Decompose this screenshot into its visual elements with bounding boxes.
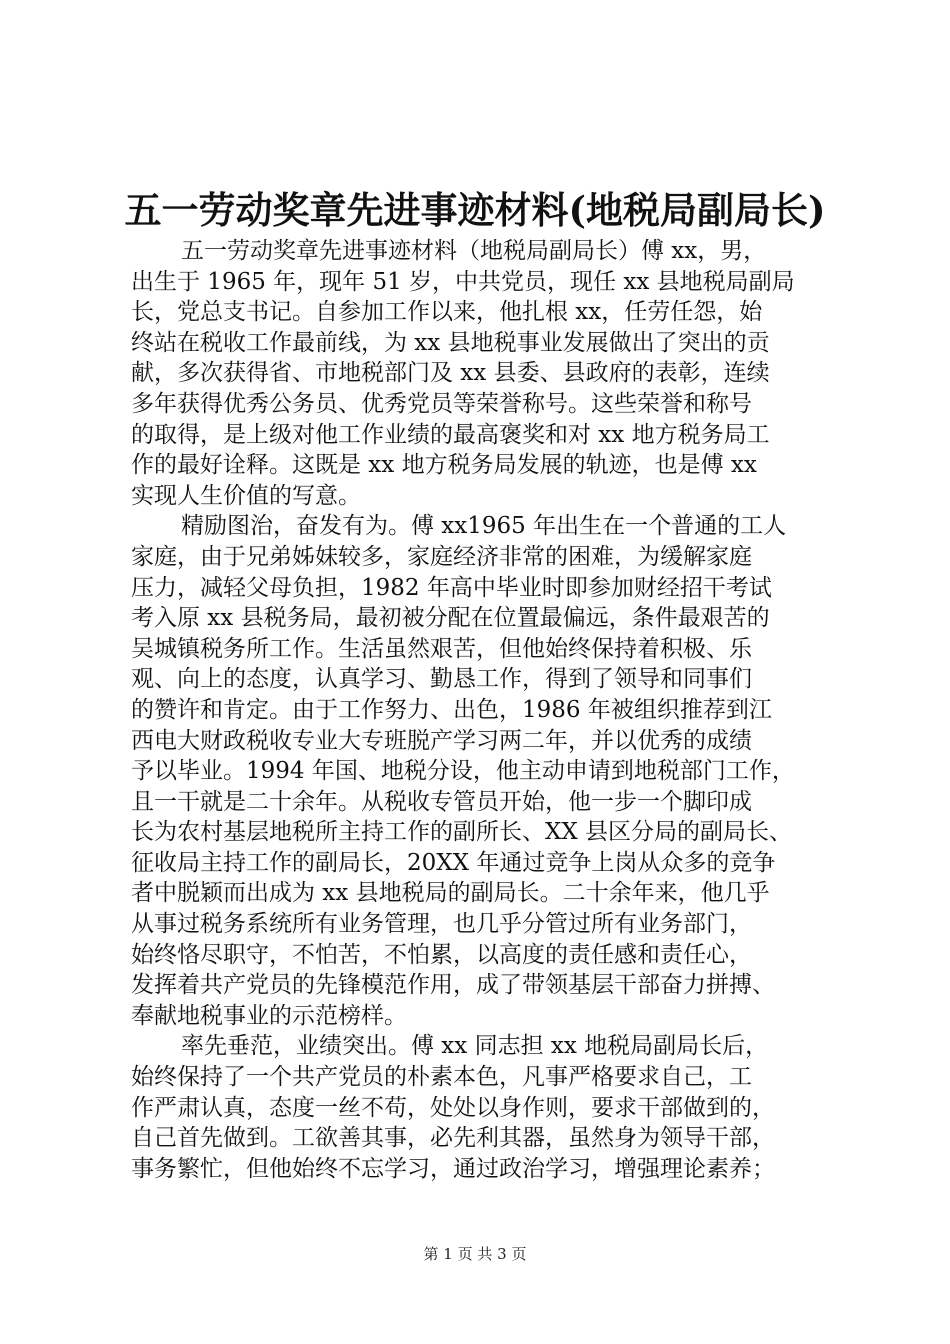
- text-line: 的取得，是上级对他工作业绩的最高褒奖和对 xx 地方税务局工: [131, 421, 770, 448]
- text-line: 的赞许和肯定。由于工作努力、出色，1986 年被组织推荐到江: [131, 696, 772, 723]
- text-line: 自己首先做到。工欲善其事，必先利其器，虽然身为领导干部，: [131, 1125, 775, 1152]
- text-line: 奉献地税事业的示范榜样。: [131, 1002, 407, 1029]
- text-line: 作严肃认真，态度一丝不苟，处处以身作则，要求干部做到的，: [131, 1094, 775, 1121]
- text-line: 精励图治，奋发有为。傅 xx1965 年出生在一个普通的工人: [181, 513, 787, 540]
- text-line: 始终恪尽职守，不怕苦，不怕累，以高度的责任感和责任心，: [131, 941, 752, 968]
- text-line: 实现人生价值的写意。: [131, 482, 361, 509]
- text-line: 且一干就是二十余年。从税收专管员开始，他一步一个脚印成: [131, 788, 752, 815]
- text-line: 者中脱颖而出成为 xx 县地税局的副局长。二十余年来，他几乎: [131, 880, 770, 907]
- text-line: 吴城镇税务所工作。生活虽然艰苦，但他始终保持着积极、乐: [131, 635, 752, 662]
- text-line: 家庭，由于兄弟姊妹较多，家庭经济非常的困难，为缓解家庭: [131, 543, 752, 570]
- text-line: 作的最好诠释。这既是 xx 地方税务局发展的轨迹，也是傅 xx: [131, 452, 757, 479]
- text-line: 出生于 1965 年，现年 51 岁，中共党员，现任 xx 县地税局副局: [131, 268, 795, 295]
- text-line: 多年获得优秀公务员、优秀党员等荣誉称号。这些荣誉和称号: [131, 390, 752, 417]
- text-line: 终站在税收工作最前线，为 xx 县地税事业发展做出了突出的贡: [131, 329, 770, 356]
- text-line: 西电大财政税收专业大专班脱产学习两二年，并以优秀的成绩: [131, 727, 752, 754]
- text-line: 发挥着共产党员的先锋模范作用，成了带领基层干部奋力拼搏、: [131, 972, 775, 999]
- text-line: 五一劳动奖章先进事迹材料（地税局副局长）傅 xx，男，: [181, 238, 767, 264]
- text-line: 长为农村基层地税所主持工作的副所长、XX 县区分局的副局长、: [131, 819, 793, 846]
- text-line: 献，多次获得省、市地税部门及 xx 县委、县政府的表彰，连续: [131, 360, 770, 387]
- document-title: 五一劳动奖章先进事迹材料(地税局副局长): [124, 188, 826, 232]
- page-footer: 第 1 页 共 3 页: [423, 1245, 527, 1263]
- text-line: 始终保持了一个共产党员的朴素本色，凡事严格要求自己，工: [131, 1064, 752, 1091]
- text-line: 事务繁忙，但他始终不忘学习，通过政治学习，增强理论素养；: [131, 1155, 775, 1182]
- text-line: 长，党总支书记。自参加工作以来，他扎根 xx，任劳任怨，始: [131, 299, 763, 326]
- text-line: 考入原 xx 县税务局，最初被分配在位置最偏远，条件最艰苦的: [131, 605, 770, 632]
- document-body: [131, 236, 861, 1184]
- text-line: 征收局主持工作的副局长，20XX 年通过竞争上岗从众多的竞争: [131, 849, 776, 876]
- text-line: 观、向上的态度，认真学习、勤恳工作，得到了领导和同事们: [131, 666, 752, 693]
- text-line: 从事过税务系统所有业务管理，也几乎分管过所有业务部门，: [131, 911, 752, 938]
- text-line: 予以毕业。1994 年国、地税分设，他主动申请到地税部门工作，: [131, 758, 795, 785]
- text-line: 率先垂范，业绩突出。傅 xx 同志担 xx 地税局副局长后，: [181, 1033, 769, 1060]
- text-line: 压力，减轻父母负担，1982 年高中毕业时即参加财经招干考试: [131, 574, 772, 601]
